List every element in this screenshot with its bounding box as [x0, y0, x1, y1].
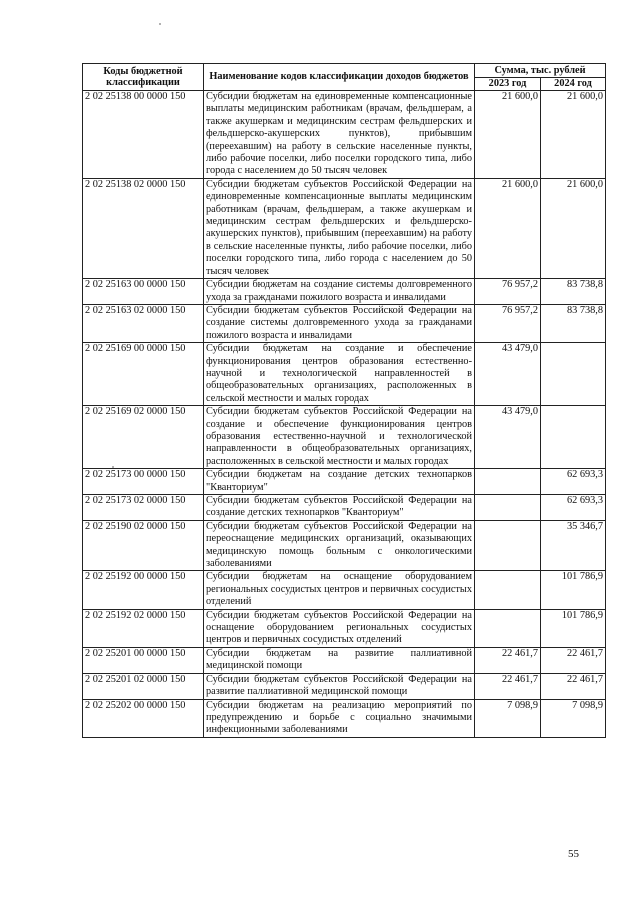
row-name: Субсидии бюджетам субъектов Российской Федерации на оснащение оборудованием региональных сосудистых центров и первичных сосудистых отделений [204, 609, 475, 647]
row-code: 2 02 25163 00 0000 150 [83, 279, 204, 305]
row-amount-2024: 22 461,7 [541, 647, 606, 673]
row-code: 2 02 25163 02 0000 150 [83, 304, 204, 342]
row-amount-2024: 62 693,3 [541, 469, 606, 495]
table-row [83, 91, 606, 179]
row-amount-2023: 76 957,2 [475, 279, 541, 305]
row-code: 2 02 25138 00 0000 150 [83, 91, 204, 179]
row-code: 2 02 25190 02 0000 150 [83, 520, 204, 571]
row-name: Субсидии бюджетам на реализацию мероприятий по предупреждению и борьбе с социально значимыми инфекционными заболеваниями [204, 699, 475, 737]
row-amount-2023: 7 098,9 [475, 699, 541, 737]
table-row [83, 647, 606, 673]
row-amount-2023: 43 479,0 [475, 406, 541, 469]
row-code: 2 02 25192 02 0000 150 [83, 609, 204, 647]
row-amount-2023: 22 461,7 [475, 673, 541, 699]
row-amount-2023 [475, 469, 541, 495]
row-amount-2024: 83 738,8 [541, 304, 606, 342]
table-row [83, 406, 606, 469]
row-name: Субсидии бюджетам субъектов Российской Федерации на переоснащение медицинских организаций, оказывающих медицинскую помощь больным с онкологическими заболеваниями [204, 520, 475, 571]
row-amount-2024: 101 786,9 [541, 609, 606, 647]
row-name: Субсидии бюджетам субъектов Российской Федерации на создание и обеспечение функционирования центров образования естественно-научной и технологической направленности в общеобразовательных организациях, расположенных в сельской местности и малых городах [204, 406, 475, 469]
row-code: 2 02 25138 02 0000 150 [83, 178, 204, 278]
table-body [83, 91, 606, 738]
row-name: Субсидии бюджетам субъектов Российской Федерации на создание детских технопарков "Кванториум" [204, 495, 475, 521]
table-row [83, 495, 606, 521]
row-code: 2 02 25173 00 0000 150 [83, 469, 204, 495]
row-amount-2023 [475, 609, 541, 647]
row-name: Субсидии бюджетам субъектов Российской Федерации на развитие паллиативной медицинской помощи [204, 673, 475, 699]
table-row [83, 520, 606, 571]
row-code: 2 02 25169 02 0000 150 [83, 406, 204, 469]
table-row [83, 279, 606, 305]
row-code: 2 02 25202 00 0000 150 [83, 699, 204, 737]
row-amount-2024: 101 786,9 [541, 571, 606, 609]
table-row [83, 178, 606, 278]
row-name: Субсидии бюджетам на единовременные компенсационные выплаты медицинским работникам (врачам, фельдшерам, а также акушеркам и медицинским сестрам фельдшерских и фельдшерско-акушерских пунктов), прибывшим (переехавшим) на работу в сельские населенные пункты, либо рабочие поселки, либо поселки городского типа, либо города с населением до 50 тысяч человек [204, 91, 475, 179]
row-amount-2024: 35 346,7 [541, 520, 606, 571]
row-code: 2 02 25201 00 0000 150 [83, 647, 204, 673]
row-amount-2023: 22 461,7 [475, 647, 541, 673]
row-name: Субсидии бюджетам на создание системы долговременного ухода за гражданами пожилого возраста и инвалидами [204, 279, 475, 305]
row-amount-2023: 43 479,0 [475, 343, 541, 406]
table-row [83, 469, 606, 495]
row-amount-2024 [541, 406, 606, 469]
scan-speck [159, 23, 161, 25]
table-header [83, 64, 606, 91]
table-row [83, 304, 606, 342]
header-year-2023: 2023 год [475, 78, 541, 91]
row-amount-2024: 21 600,0 [541, 91, 606, 179]
table-row [83, 699, 606, 737]
row-name: Субсидии бюджетам на развитие паллиативной медицинской помощи [204, 647, 475, 673]
table-row [83, 609, 606, 647]
row-amount-2024: 22 461,7 [541, 673, 606, 699]
row-code: 2 02 25192 00 0000 150 [83, 571, 204, 609]
row-name: Субсидии бюджетам на создание и обеспечение функционирования центров образования естественно-научной и технологической направленностей в общеобразовательных организациях, расположенных в сельской местности и малых городах [204, 343, 475, 406]
table-row [83, 673, 606, 699]
row-amount-2024: 7 098,9 [541, 699, 606, 737]
table-row [83, 571, 606, 609]
row-amount-2023: 21 600,0 [475, 178, 541, 278]
header-sum: Сумма, тыс. рублей [475, 64, 606, 78]
row-code: 2 02 25173 02 0000 150 [83, 495, 204, 521]
row-amount-2023 [475, 495, 541, 521]
row-code: 2 02 25169 00 0000 150 [83, 343, 204, 406]
row-name: Субсидии бюджетам на создание детских технопарков "Кванториум" [204, 469, 475, 495]
row-amount-2023: 21 600,0 [475, 91, 541, 179]
row-amount-2024 [541, 343, 606, 406]
row-amount-2023 [475, 571, 541, 609]
row-amount-2023 [475, 520, 541, 571]
row-code: 2 02 25201 02 0000 150 [83, 673, 204, 699]
page-number: 55 [568, 848, 579, 860]
row-amount-2024: 83 738,8 [541, 279, 606, 305]
header-code: Коды бюджетной классификации [83, 64, 204, 91]
header-year-2024: 2024 год [541, 78, 606, 91]
row-name: Субсидии бюджетам субъектов Российской Федерации на создание системы долговременного ухода за гражданами пожилого возраста и инвалидами [204, 304, 475, 342]
header-name: Наименование кодов классификации доходов бюджетов [204, 64, 475, 91]
row-amount-2023: 76 957,2 [475, 304, 541, 342]
row-name: Субсидии бюджетам на оснащение оборудованием региональных сосудистых центров и первичных сосудистых отделений [204, 571, 475, 609]
table-row [83, 343, 606, 406]
row-amount-2024: 21 600,0 [541, 178, 606, 278]
budget-revenue-table [82, 63, 606, 738]
row-amount-2024: 62 693,3 [541, 495, 606, 521]
row-name: Субсидии бюджетам субъектов Российской Федерации на единовременные компенсационные выплаты медицинским работникам (врачам, фельдшерам, а также акушеркам и медицинским сестрам фельдшерских и фельдшерско-акушерских пунктов), прибывшим (переехавшим) на работу в сельские населенные пункты, либо рабочие поселки, либо поселки городского типа, либо города с населением до 50 тысяч человек [204, 178, 475, 278]
